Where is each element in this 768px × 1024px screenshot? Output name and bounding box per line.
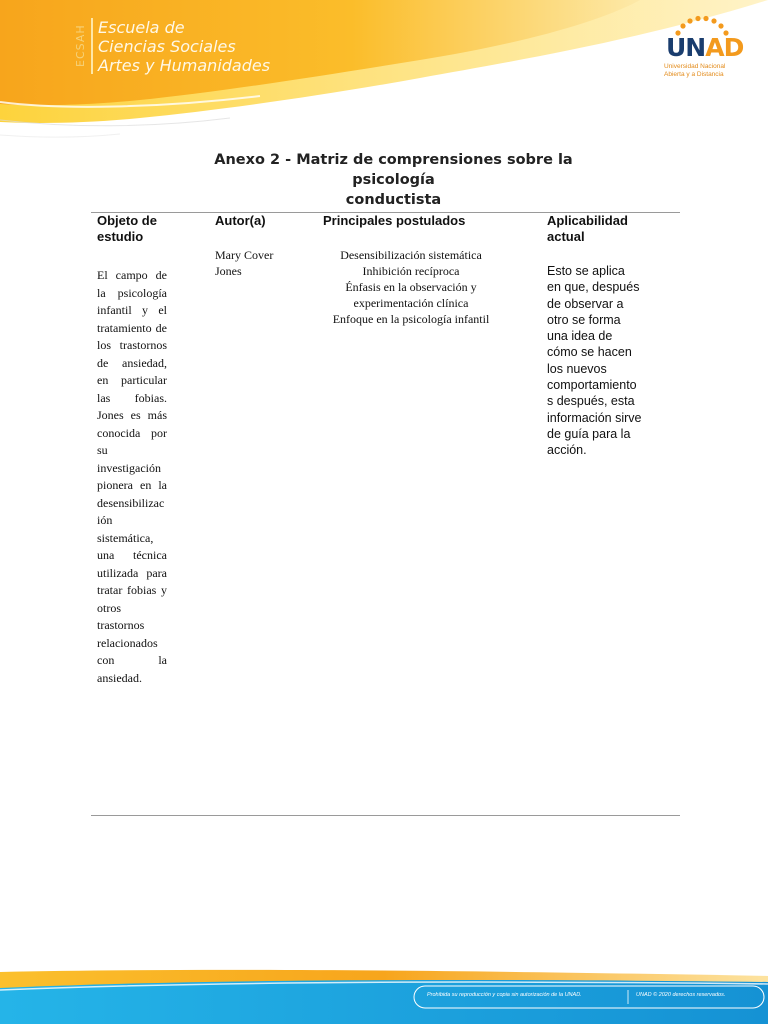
title-line-1: Anexo 2 - Matriz de comprensiones sobre la psicología — [214, 152, 573, 188]
unad-logo-word — [666, 33, 743, 62]
unad-word-main: UN — [666, 33, 706, 62]
school-line-3: Artes y Humanidades — [98, 56, 271, 75]
table-bottom-rule — [91, 815, 680, 816]
cell-aplicabilidad: Esto se aplica en que, después de observar a otro se forma una idea de cómo se hacen los nuevos comportamientos después, esta información sirve de guía para la acción. — [547, 264, 642, 458]
unad-subtitle-line-2: Abierta y a Distancia — [664, 71, 724, 78]
cell-autor: Mary Cover Jones — [215, 248, 274, 278]
unad-logo-subtitle — [664, 63, 754, 79]
unad-word-accent: AD — [705, 33, 744, 62]
header-divider — [91, 18, 93, 74]
document-title — [176, 150, 611, 210]
postulado-item: Enfoque en la psicología infantil — [332, 312, 490, 326]
header-aplicabilidad: Aplicabilidad actual — [547, 213, 628, 244]
school-line-1: Escuela de — [98, 18, 185, 37]
school-name — [98, 18, 270, 75]
postulado-item: Inhibición recíproca — [362, 264, 460, 278]
header-objeto: Objeto de estudio — [97, 213, 157, 244]
postulado-item: Desensibilización sistemática — [340, 248, 482, 262]
cell-objeto: El campo de la psicología infantil y el tratamiento de los trastornos de ansiedad, en particular las fobias. Jones es más conocida por su investigación pionera en la desensibilización sistemática, una técnica utilizada para tratar fobias y otros trastornos relacionados con la ansiedad. — [97, 268, 167, 685]
postulado-item: experimentación clínica — [353, 296, 469, 310]
header-autor: Autor(a) — [215, 213, 266, 228]
ecsah-label: ECSAH — [74, 24, 87, 68]
cell-postulados — [306, 247, 516, 327]
school-line-2: Ciencias Sociales — [98, 37, 236, 56]
postulado-item: Énfasis en la observación y — [345, 280, 477, 294]
unad-subtitle-line-1: Universidad Nacional — [664, 63, 726, 70]
footer-rights: UNAD © 2020 derechos reservados. — [636, 992, 726, 998]
title-line-2: conductista — [345, 192, 442, 208]
header-postulados: Principales postulados — [323, 213, 466, 228]
footer-copy-notice: Prohibida su reproducción y copia sin autorización de la UNAD. — [427, 992, 582, 998]
